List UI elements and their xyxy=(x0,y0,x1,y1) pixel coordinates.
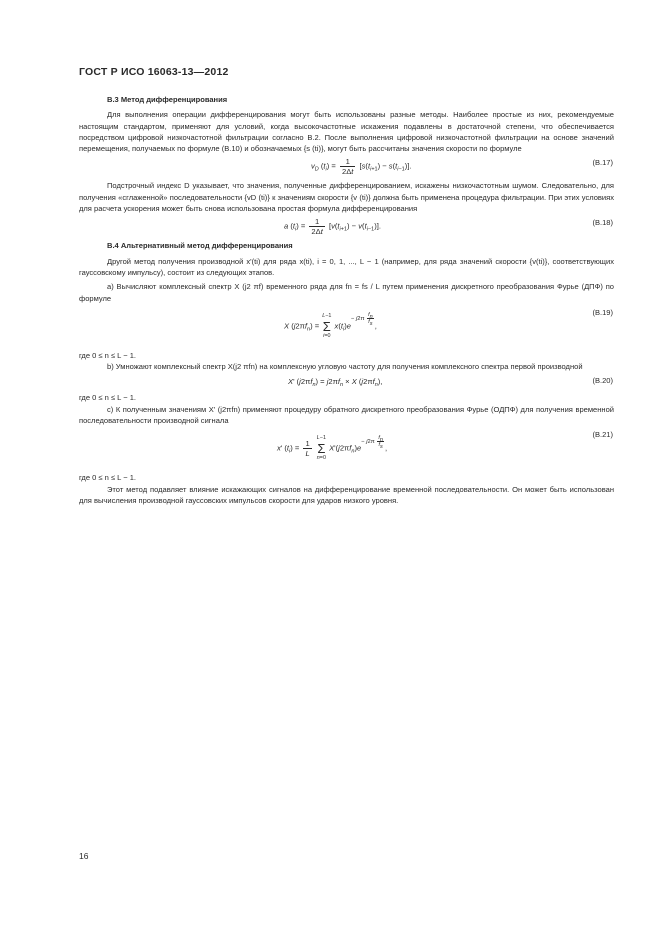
step-b-text: b) Умножают комплексный спектр X(j2 πfn) на комплексную угловую частоту для получения комплексного спектра первой производной xyxy=(107,362,583,372)
section-b4-final-paragraph: Этот метод подавляет влияние искажающих сигналов на дифференцирование временной последовательности. Он может быть использован для вычисления производной гауссовских импульсов скорости для ударов низкого уровня. xyxy=(79,484,614,505)
equation-b19 xyxy=(79,307,614,347)
equation-b18-formula: a $(t_i)$ = $\frac{1}{2\Delta t}$ $[v(t_{i+1}) - v(t_{i-1})]$. xyxy=(284,217,381,237)
section-b3-heading: В.3 Метод дифференцирования xyxy=(107,95,228,104)
equation-b20-number: (В.20) xyxy=(592,376,613,386)
range-note-1: где 0 ≤ n ≤ L − 1. xyxy=(79,350,136,360)
document-header: ГОСТ Р ИСО 16063-13—2012 xyxy=(79,66,229,78)
equation-b18 xyxy=(79,217,614,237)
section-b4-heading: В.4 Альтернативный метод дифференцирования xyxy=(107,241,293,251)
range-note-2: где 0 ≤ n ≤ L − 1. xyxy=(79,393,136,403)
section-b3-paragraph-2: Подстрочный индекс D указывает, что значения, полученные дифференцированием, искажены низкочастотным шумом. Следовательно, для получения «сглаженной» последовательности {vD (ti)} к значениям скорости {v (ti)} должна быть применена процедура фильтрации. При этих условиях для расчета ускорения может быть снова использована простая формула дифференцирования xyxy=(79,181,614,214)
equation-b20 xyxy=(79,375,614,389)
section-b4-paragraph-1: Другой метод получения производной x'(ti) для ряда x(ti), i = 0, 1, ..., L − 1 (например, для ряда значений скорости {v(ti)}, соответствующих гауссовскому импульсу), состоит из следующих этапов. xyxy=(79,256,614,277)
range-note-3: где 0 ≤ n ≤ L − 1. xyxy=(79,473,136,483)
equation-b20-formula: X' $(j2\pi f_n) = j2\pi f_n \times X$ $(j2\pi f_n)$, xyxy=(288,377,383,389)
equation-b17-number: (В.17) xyxy=(592,158,613,168)
equation-b17 xyxy=(79,157,614,177)
equation-b19-formula: X $(j2\pi f_n)$ = L−1 Σ i=0 $x(t_i)e- j2\pi$ $\frac{f_n}{f_s}$ , xyxy=(284,312,377,339)
equation-b18-number: (В.18) xyxy=(592,218,613,228)
step-c-text: с) К полученным значениям X' (j2πfn) применяют процедуру обратного дискретного преобразования Фурье (ОДПФ) для получения временной последовательности производной сигнала xyxy=(79,404,614,426)
equation-b19-number: (В.19) xyxy=(592,307,613,317)
section-b3-paragraph-1: Для выполнения операции дифференцирования могут быть использованы разные методы. Наиболее простые из них, рекомендуемые настоящим стандартом, применяют для условий, когда высокочастотные искажения подавлены в достаточной степени, что обеспечивается посредством цифровой низкочастотной фильтрации согласно В.2. После выполнения цифровой низкочастотной фильтрации на основе значений перемещения, получаемых по формуле (В.10) и обозначаемых {s (ti)}, могут быть рассчитаны значения скорости по формуле xyxy=(79,110,614,154)
equation-b21 xyxy=(79,429,614,469)
equation-b21-formula: x' $(t_i)$ = $\frac{1}{L}$ L−1 Σ n=0 $X'(j2\pi f_n)e- j2\pi$ $\frac{f_n}{f_s}$ , xyxy=(277,434,388,462)
page-number: 16 xyxy=(79,851,89,861)
equation-b17-formula: $v_D$ $(t_i)$ = $\frac{1}{2\Delta t}$ $[s(t_{i+1}) - s(t_{i-1})]$. xyxy=(311,157,412,177)
page-body xyxy=(79,94,614,506)
equation-b21-number: (В.21) xyxy=(592,430,613,440)
step-a-text: а) Вычисляют комплексный спектр X (j2 πf) временного ряда для fn = fs / L путем применения дискретного преобразования Фурье (ДПФ) по формуле xyxy=(79,282,614,303)
